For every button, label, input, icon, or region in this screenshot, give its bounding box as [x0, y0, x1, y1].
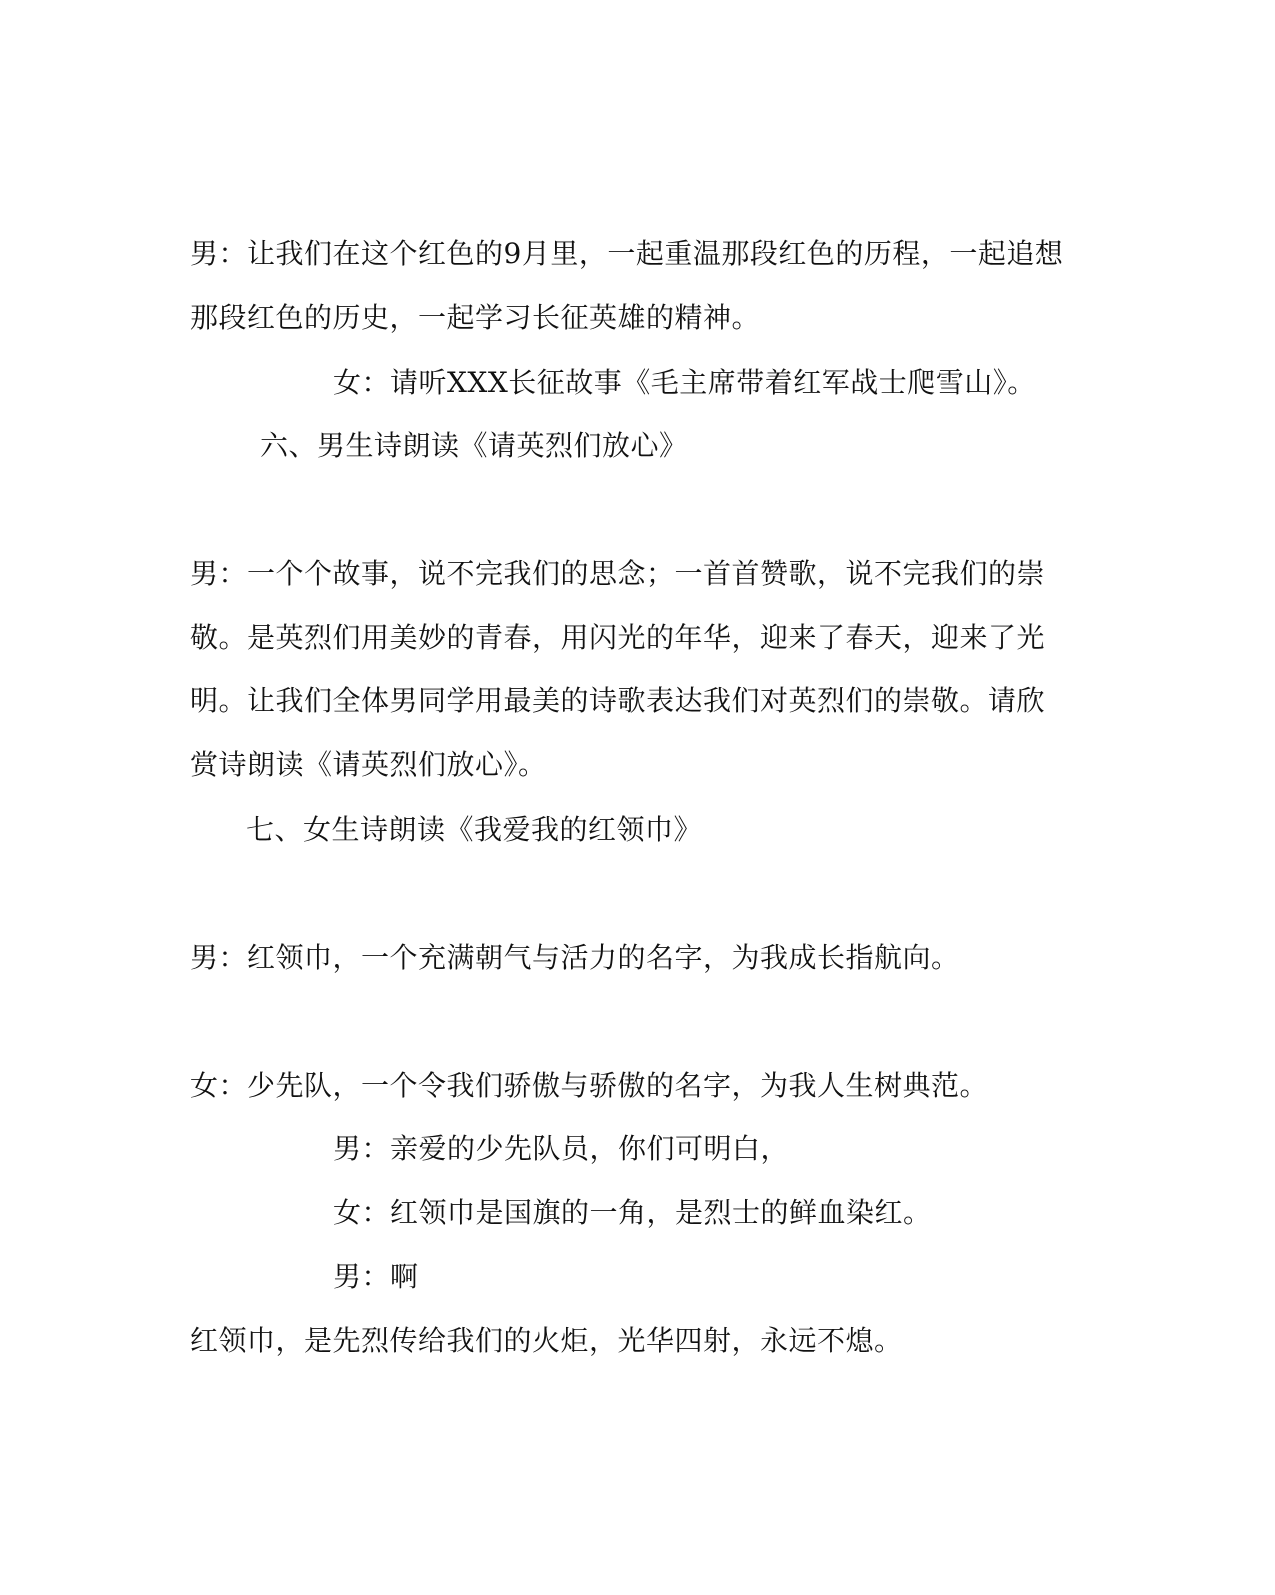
- section-heading: 七、女生诗朗读《我爱我的红领巾》: [246, 813, 703, 846]
- paragraph-line: 女：请听XXX长征故事《毛主席带着红军战士爬雪山》。: [333, 366, 1036, 399]
- paragraph-line: 那段红色的历史，一起学习长征英雄的精神。: [190, 301, 761, 334]
- paragraph-line: 女：少先队，一个令我们骄傲与骄傲的名字，为我人生树典范。: [190, 1069, 989, 1102]
- paragraph-line: 男：亲爱的少先队员，你们可明白，: [333, 1132, 790, 1165]
- paragraph-line: 男：一个个故事，说不完我们的思念；一首首赞歌，说不完我们的崇: [190, 557, 1046, 590]
- paragraph-line: 男：红领巾，一个充满朝气与活力的名字，为我成长指航向。: [190, 941, 960, 974]
- paragraph-line: 明。让我们全体男同学用最美的诗歌表达我们对英烈们的崇敬。请欣: [190, 684, 1046, 717]
- paragraph-line: 敬。是英烈们用美妙的青春，用闪光的年华，迎来了春天，迎来了光: [190, 621, 1046, 654]
- paragraph-line: 赏诗朗读《请英烈们放心》。: [190, 748, 547, 781]
- paragraph-line: 女：红领巾是国旗的一角，是烈士的鲜血染红。: [333, 1196, 932, 1229]
- paragraph-line: 红领巾，是先烈传给我们的火炬，光华四射，永远不熄。: [190, 1324, 903, 1357]
- paragraph-line: 男：让我们在这个红色的9月里，一起重温那段红色的历程，一起追想: [190, 237, 1064, 270]
- paragraph-line: 男：啊: [333, 1260, 419, 1293]
- section-heading: 六、男生诗朗读《请英烈们放心》: [260, 429, 688, 462]
